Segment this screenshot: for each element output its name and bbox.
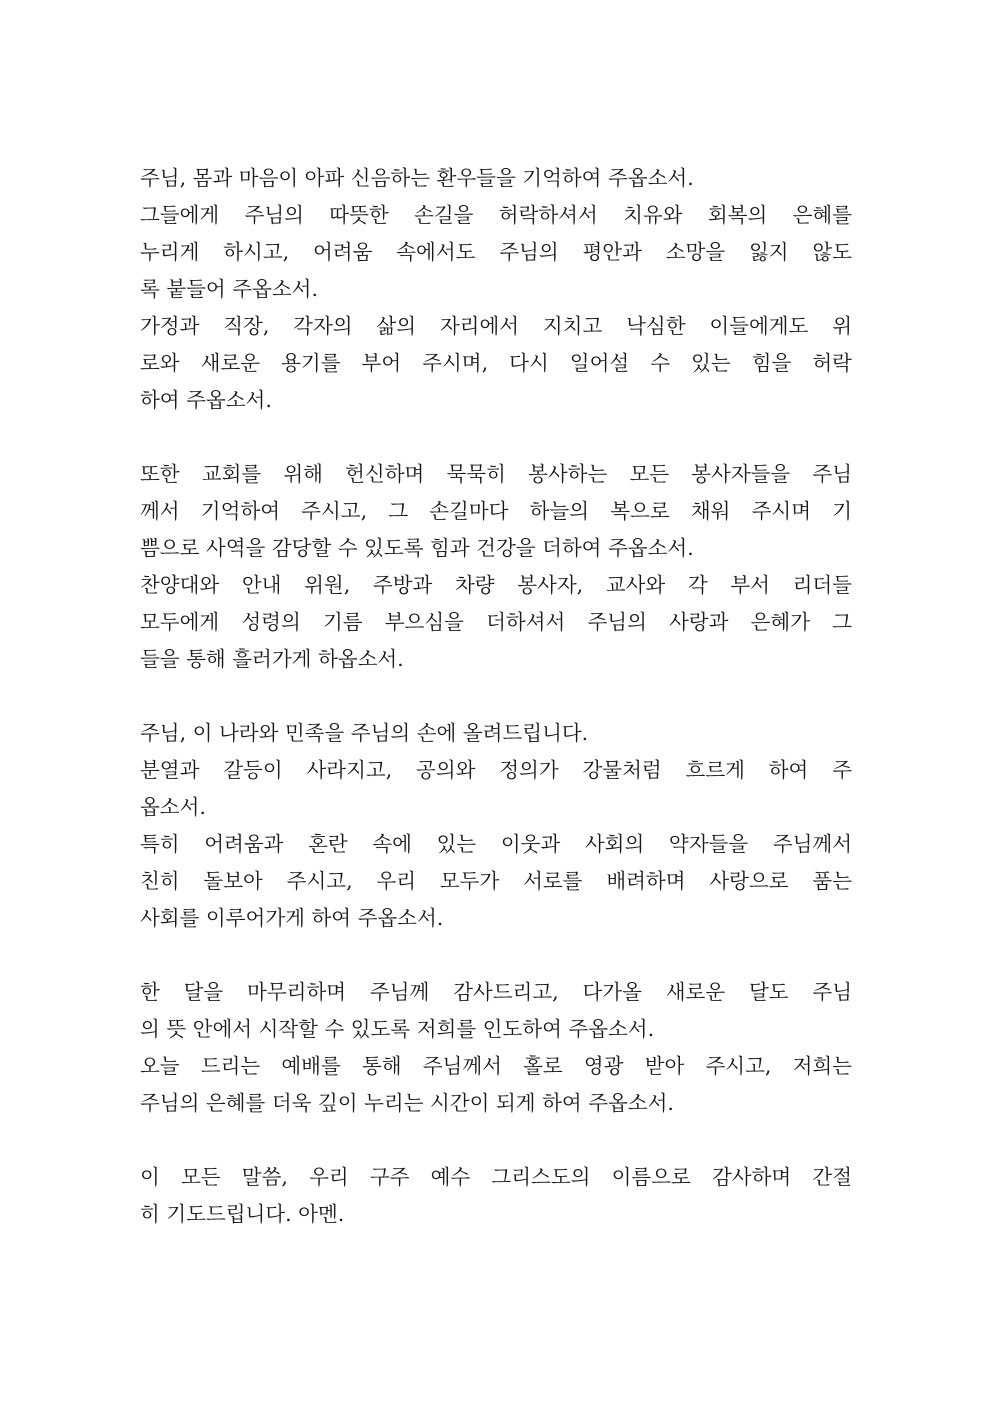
text-line: 주님, 몸과 마음이 아파 신음하는 환우들을 기억하여 주옵소서. (140, 166, 694, 190)
text-line: 특히 어려움과 혼란 속에 있는 이웃과 사회의 약자들을 주님께서 (140, 832, 852, 856)
paragraph (140, 160, 852, 419)
text-line: 록 붙들어 주옵소서. (140, 277, 318, 301)
text-line: 사회를 이루어가게 하여 주옵소서. (140, 906, 444, 930)
text-line: 의 뜻 안에서 시작할 수 있도록 저희를 인도하여 주옵소서. (140, 1017, 655, 1041)
text-line: 들을 통해 흘러가게 하옵소서. (140, 647, 404, 671)
text-line: 한 달을 마무리하며 주님께 감사드리고, 다가올 새로운 달도 주님 (140, 980, 852, 1004)
text-line: 히 기도드립니다. 아멘. (140, 1202, 345, 1226)
paragraph (140, 456, 852, 678)
paragraph-gap (140, 419, 852, 456)
text-line: 주님, 이 나라와 민족을 주님의 손에 올려드립니다. (140, 721, 589, 745)
text-line: 이 모든 말씀, 우리 구주 예수 그리스도의 이름으로 감사하며 간절 (140, 1165, 852, 1189)
paragraph-gap (140, 678, 852, 715)
text-line: 모두에게 성령의 기름 부으심을 더하셔서 주님의 사랑과 은혜가 그 (140, 610, 852, 634)
text-line: 주님의 은혜를 더욱 깊이 누리는 시간이 되게 하여 주옵소서. (140, 1091, 674, 1115)
text-line: 쁨으로 사역을 감당할 수 있도록 힘과 건강을 더하여 주옵소서. (140, 536, 694, 560)
text-line: 친히 돌보아 주시고, 우리 모두가 서로를 배려하며 사랑으로 품는 (140, 869, 852, 893)
text-line: 가정과 직장, 각자의 삶의 자리에서 지치고 낙심한 이들에게도 위 (140, 314, 852, 338)
paragraph (140, 1159, 852, 1233)
text-line: 찬양대와 안내 위원, 주방과 차량 봉사자, 교사와 각 부서 리더들 (140, 573, 852, 597)
paragraph-gap (140, 937, 852, 974)
text-line: 하여 주옵소서. (140, 388, 272, 412)
text-line: 또한 교회를 위해 헌신하며 묵묵히 봉사하는 모든 봉사자들을 주님 (140, 462, 852, 486)
text-line: 분열과 갈등이 사라지고, 공의와 정의가 강물처럼 흐르게 하여 주 (140, 758, 852, 782)
text-line: 옵소서. (140, 795, 206, 819)
paragraph (140, 715, 852, 937)
paragraph (140, 974, 852, 1122)
text-line: 오늘 드리는 예배를 통해 주님께서 홀로 영광 받아 주시고, 저희는 (140, 1054, 852, 1078)
text-line: 께서 기억하여 주시고, 그 손길마다 하늘의 복으로 채워 주시며 기 (140, 499, 852, 523)
text-line: 누리게 하시고, 어려움 속에서도 주님의 평안과 소망을 잃지 않도 (140, 240, 852, 264)
prayer-text (140, 160, 852, 1233)
paragraph-gap (140, 1122, 852, 1159)
text-line: 그들에게 주님의 따뜻한 손길을 허락하셔서 치유와 회복의 은혜를 (140, 203, 852, 227)
text-line: 로와 새로운 용기를 부어 주시며, 다시 일어설 수 있는 힘을 허락 (140, 351, 852, 375)
